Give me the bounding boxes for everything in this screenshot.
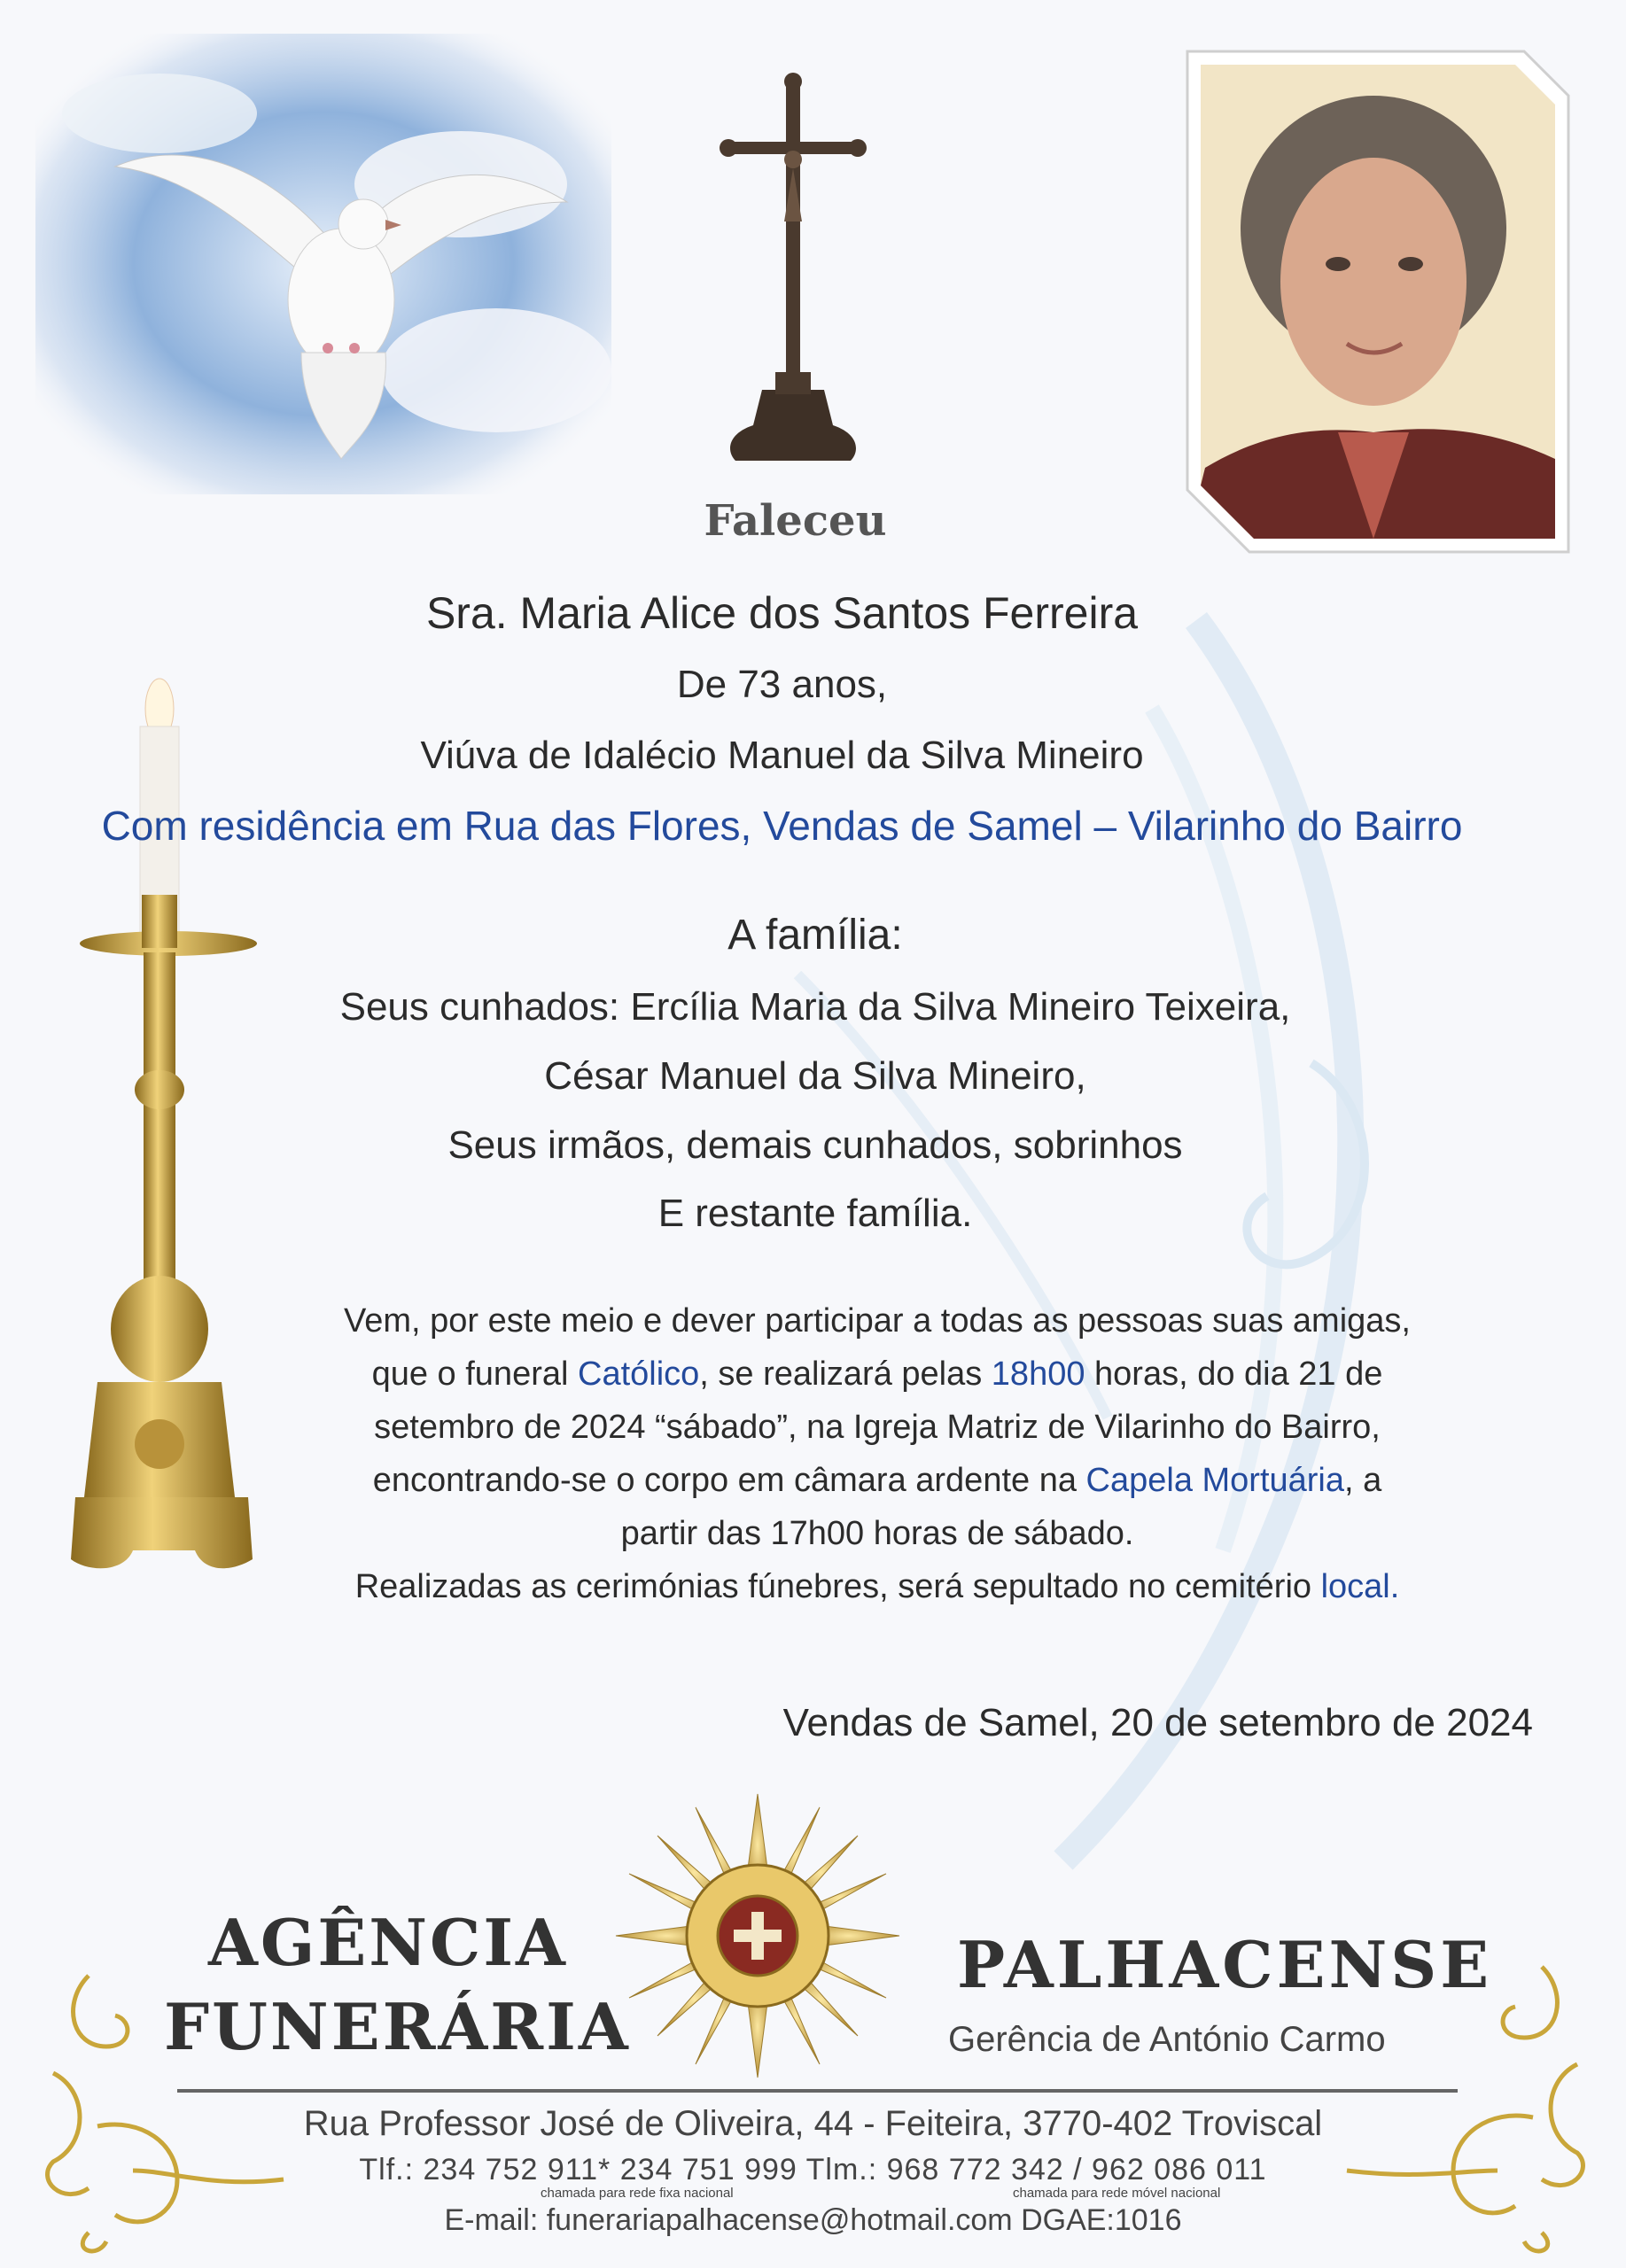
announcement-text: , a [1344,1462,1382,1499]
agency-emblem [611,1790,904,2082]
agency-management: Gerência de António Carmo [948,2020,1386,2059]
widow-of: Viúva de Idalécio Manuel da Silva Mineiro [420,734,1144,777]
phone-note-fixed: chamada para rede fixa nacional [541,2186,734,2201]
family-line: Seus cunhados: Ercília Maria da Silva Mineiro Teixeira, [339,985,1291,1029]
announcement-text: partir das 17h00 horas de sábado. [620,1515,1134,1552]
agency-brand: PALHACENSE [957,1927,1493,2002]
announcement-line [0,1409,1626,1447]
announcement-line [0,1302,1626,1340]
announcement-text: horas, do dia 21 de [1085,1355,1383,1393]
announcement-text: setembro de 2024 “sábado”, na Igreja Matriz de Vilarinho do Bairro, [374,1409,1381,1446]
announcement-line [0,1515,1626,1553]
agency-name-line-2: FUNERÁRIA [164,1989,631,2064]
faleceu-heading: Faleceu [704,496,887,546]
date-place: Vendas de Samel, 20 de setembro de 2024 [782,1701,1533,1744]
deceased-name: Sra. Maria Alice dos Santos Ferreira [425,588,1139,638]
announcement-text: , se realizará pelas [699,1355,992,1393]
portrait-photo [1179,43,1577,561]
agency-address: Rua Professor José de Oliveira, 44 - Feiteira, 3770-402 Troviscal [303,2104,1323,2143]
phone-note-mobile: chamada para rede móvel nacional [1013,2186,1221,2201]
family-line: César Manuel da Silva Mineiro, [544,1054,1086,1098]
agency-phones: Tlf.: 234 752 911* 234 751 999 Tlm.: 968 772 342 / 962 086 011 [359,2153,1267,2186]
highlight-time: 18h00 [991,1355,1085,1393]
footer-divider [177,2089,1458,2093]
highlight-local: local. [1320,1568,1400,1605]
announcement-line [0,1462,1626,1500]
announcement-text: Realizadas as cerimónias fúnebres, será sepultado no cemitério [354,1568,1321,1605]
crucifix-icon [709,71,877,470]
deceased-age: De 73 anos, [676,663,888,706]
family-line: E restante família. [657,1192,973,1235]
dove-image [35,34,611,494]
announcement-line [0,1355,1626,1394]
announcement-text: encontrando-se o corpo em câmara ardente na [372,1462,1086,1499]
announcement-text: que o funeral [371,1355,578,1393]
announcement-line [0,1568,1626,1606]
highlight-chapel: Capela Mortuária [1085,1462,1345,1499]
family-line: Seus irmãos, demais cunhados, sobrinhos [447,1123,1183,1167]
announcement-text: Vem, por este meio e dever participar a todas as pessoas suas amigas, [344,1302,1411,1340]
agency-name-line-1: AGÊNCIA [208,1905,568,1980]
residence: Com residência em Rua das Flores, Vendas de Samel – Vilarinho do Bairro [101,803,1463,849]
family-heading: A família: [727,912,903,959]
agency-email: E-mail: funerariapalhacense@hotmail.com DGAE:1016 [444,2203,1182,2237]
highlight-religion: Católico [578,1355,700,1393]
